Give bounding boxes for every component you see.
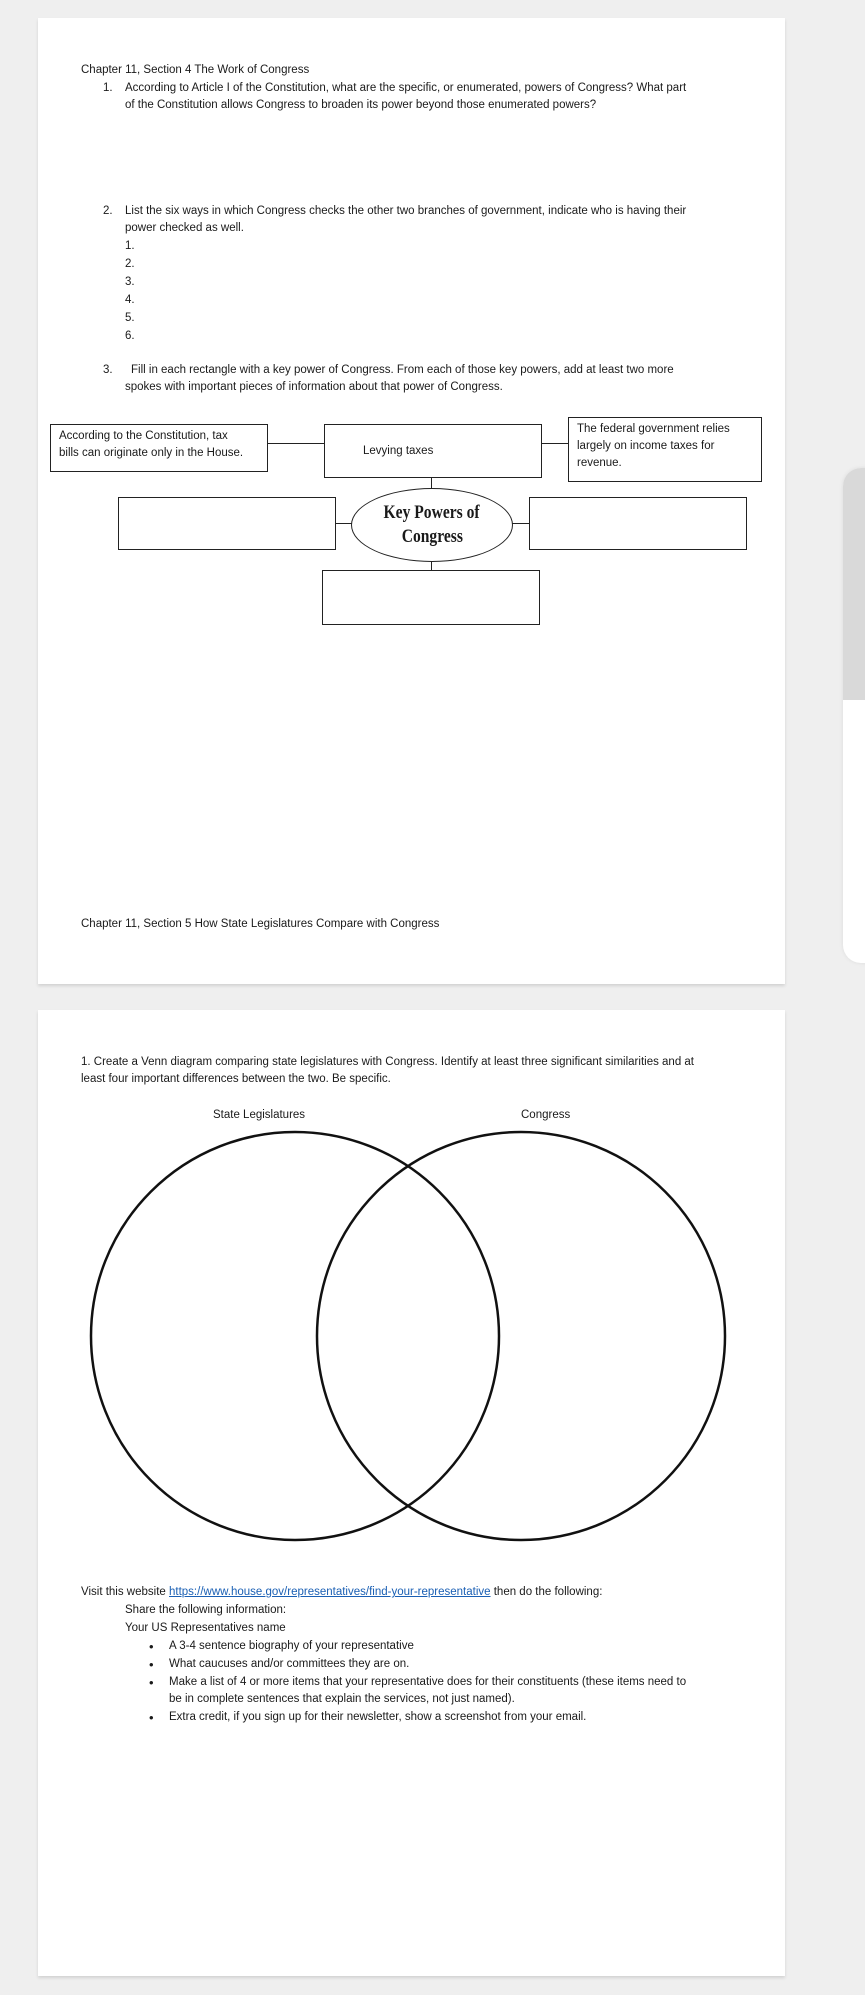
bullet-item-services: • Make a list of 4 or more items that your representative does for their constituents (these items need to [169, 1674, 686, 1691]
tax-house-note-box [50, 424, 268, 472]
worksheet-page-2 [38, 1010, 785, 1976]
levying-taxes-label: Levying taxes [363, 444, 434, 457]
connector-line [267, 443, 325, 444]
key-powers-title-line1: Key Powers of [383, 502, 481, 523]
question-1-text-line1: According to Article I of the Constitution, what are the specific, or enumerated, powers of Congress? What part [125, 82, 687, 94]
question-1-number: 1. [103, 82, 113, 94]
venn-circle-congress [317, 1132, 725, 1540]
list-item: 5. [125, 312, 135, 324]
venn-label-state-legislatures: State Legislatures [213, 1109, 306, 1121]
key-power-box-left [118, 497, 336, 550]
venn-circle-state-legislatures [91, 1132, 499, 1540]
question-2-text-line1: List the six ways in which Congress checks the other two branches of government, indicate who is having their [125, 205, 687, 217]
bullet-item-biography: • A 3-4 sentence biography of your representative [169, 1638, 414, 1655]
key-powers-ellipse [351, 488, 513, 562]
question-3-number: 3. [103, 364, 113, 376]
share-info-line: Share the following information: [125, 1604, 287, 1616]
list-item: 1. [125, 240, 135, 252]
worksheet-page-1 [38, 18, 785, 984]
bullet-item-services-continued: be in complete sentences that explain the services, not just named). [169, 1693, 515, 1705]
list-item: 3. [125, 276, 135, 288]
income-tax-note-box [568, 417, 762, 482]
income-tax-note-line2: largely on income taxes for [577, 440, 715, 452]
levying-taxes-box [324, 424, 542, 478]
venn-prompt-line1: 1. Create a Venn diagram comparing state legislatures with Congress. Identify at least three significant similarities and at [81, 1056, 695, 1068]
side-panel-tab[interactable] [843, 468, 865, 963]
bullet-item-extra-credit: • Extra credit, if you sign up for their newsletter, show a screenshot from your email. [169, 1709, 586, 1726]
connector-line [541, 443, 569, 444]
section-5-heading: Chapter 11, Section 5 How State Legislatures Compare with Congress [81, 918, 440, 930]
key-power-box-right [529, 497, 747, 550]
tax-house-note-line1: According to the Constitution, tax [59, 430, 228, 442]
side-panel-scroll-thumb[interactable] [843, 468, 865, 700]
tax-house-note-line2: bills can originate only in the House. [59, 447, 244, 459]
question-3-text-line1: Fill in each rectangle with a key power of Congress. From each of those key powers, add at least two more [131, 364, 674, 376]
question-1-text-line2: of the Constitution allows Congress to broaden its power beyond those enumerated powers? [125, 99, 597, 111]
visit-suffix: then do the following: [490, 1586, 603, 1598]
bullet-item-caucuses: • What caucuses and/or committees they are on. [169, 1656, 409, 1673]
income-tax-note-line1: The federal government relies [577, 423, 730, 435]
list-item: 4. [125, 294, 135, 306]
question-2-number: 2. [103, 205, 113, 217]
list-item: 2. [125, 258, 135, 270]
venn-prompt-line2: least four important differences between the two. Be specific. [81, 1073, 391, 1085]
visit-website-line [81, 1584, 602, 1601]
visit-prefix: Visit this website [81, 1586, 169, 1598]
venn-diagram [38, 1010, 785, 1570]
venn-label-congress: Congress [521, 1109, 571, 1121]
question-2-text-line2: power checked as well. [125, 222, 244, 234]
find-representative-link[interactable]: https://www.house.gov/representatives/find-your-representative [169, 1586, 491, 1598]
question-3-text-line2: spokes with important pieces of information about that power of Congress. [125, 381, 503, 393]
list-item: 6. [125, 330, 135, 342]
key-power-box-bottom [322, 570, 540, 625]
section-4-heading: Chapter 11, Section 4 The Work of Congress [81, 64, 310, 76]
key-powers-title-line2: Congress [401, 526, 463, 547]
rep-name-line: Your US Representatives name [125, 1622, 286, 1634]
income-tax-note-line3: revenue. [577, 457, 622, 469]
